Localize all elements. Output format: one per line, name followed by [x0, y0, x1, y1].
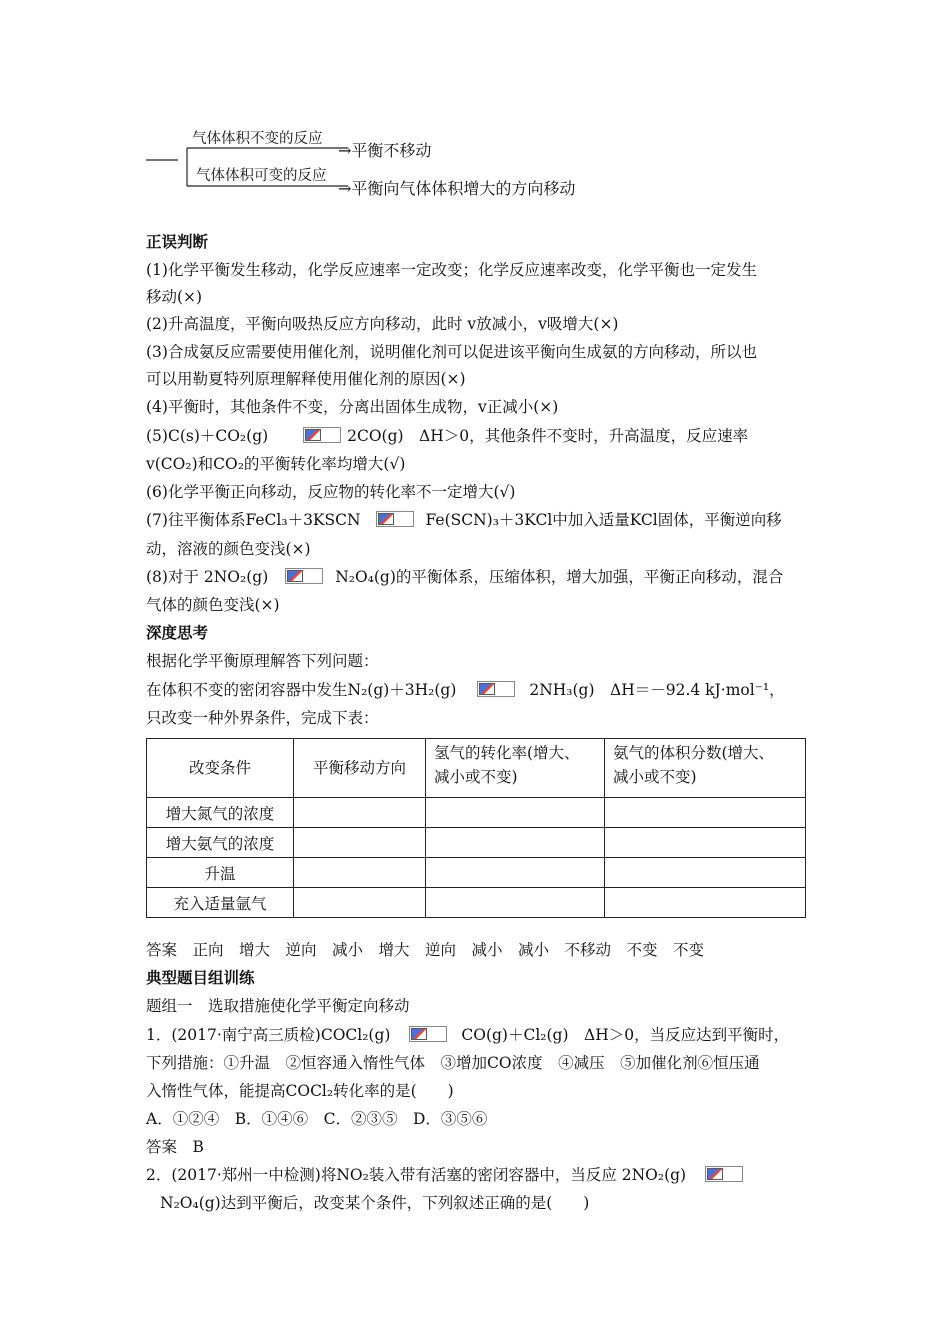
table-row-label: 充入适量氩气: [147, 888, 294, 918]
branch-bottom-result: →平衡向气体体积增大的方向移动: [338, 179, 576, 198]
deep-instruction: 只改变一种外界条件，完成下表：: [146, 709, 379, 727]
item-1-line-1: (1)化学平衡发生移动，化学反应速率一定改变；化学反应速率改变，化学平衡也一定发生: [146, 261, 757, 279]
section-heading-judgement: 正误判断: [146, 233, 209, 251]
table-cell: [294, 828, 426, 858]
table-row: [147, 828, 806, 858]
q1-line-2: 下列措施：①升温 ②恒容通入惰性气体 ③增加CO浓度 ④减压 ⑤加催化剂⑥恒压通: [146, 1054, 760, 1072]
table-cell: [605, 858, 806, 888]
q2-line-2: N₂O₄(g)达到平衡后，改变某个条件，下列叙述正确的是( ): [160, 1194, 590, 1212]
q1-part-a: 1．(2017·南宁高三质检)COCl₂(g): [146, 1026, 391, 1044]
table-cell: [605, 888, 806, 918]
item-8-part-a: (8)对于 2NO₂(g): [146, 568, 269, 586]
deep-answer: 答案 正向 增大 逆向 减小 增大 逆向 减小 减小 不移动 不变 不变: [146, 941, 705, 959]
deep-reaction-a: 在体积不变的密闭容器中发生N₂(g)＋3H₂(g): [146, 681, 457, 699]
item-5-part-b: 2CO(g) ΔH＞0，其他条件不变时，升高温度，反应速率: [347, 427, 749, 445]
table-header-h2-line2: 减小或不变): [434, 768, 518, 786]
table-row: [147, 888, 806, 918]
table-cell: [294, 888, 426, 918]
q1-answer: 答案 B: [146, 1138, 204, 1156]
table-row: [147, 858, 806, 888]
deep-intro: 根据化学平衡原理解答下列问题：: [146, 652, 379, 670]
item-3-line-1: (3)合成氨反应需要使用催化剂，说明催化剂可以促进该平衡向生成氨的方向移动，所以也: [146, 343, 757, 361]
item-6: (6)化学平衡正向移动，反应物的转化率不一定增大(√): [146, 483, 516, 501]
practice-group-title: 题组一 选取措施使化学平衡定向移动: [146, 997, 410, 1015]
table-header-nh3-line1: 氨气的体积分数(增大、: [613, 744, 775, 762]
table-header-h2-conversion: [426, 739, 605, 798]
equilibrium-arrow-icon: [376, 511, 414, 527]
equilibrium-arrow-icon: [303, 427, 341, 443]
q1-line-1: [146, 1024, 789, 1046]
item-7-part-b: Fe(SCN)₃＋3KCl中加入适量KCl固体，平衡逆向移: [425, 511, 782, 529]
item-7-line-2: 动，溶液的颜色变浅(×): [146, 540, 311, 558]
item-5-line-1: [146, 425, 748, 447]
table-header-h2-line1: 氢气的转化率(增大、: [434, 744, 580, 762]
branch-top-result: →平衡不移动: [338, 141, 432, 160]
item-8-line-2: 气体的颜色变浅(×): [146, 596, 280, 614]
table-cell: [605, 798, 806, 828]
table-row-label: 增大氮气的浓度: [147, 798, 294, 828]
equilibrium-arrow-icon: [285, 568, 323, 584]
item-5-part-a: (5)C(s)＋CO₂(g): [146, 427, 269, 445]
table-cell: [426, 828, 605, 858]
q1-part-b: CO(g)＋Cl₂(g) ΔH＞0，当反应达到平衡时，: [461, 1026, 790, 1044]
table-row-label: 增大氨气的浓度: [147, 828, 294, 858]
q1-options: A．①②④ B．①④⑥ C．②③⑤ D．③⑤⑥: [146, 1110, 488, 1128]
table-header-direction: 平衡移动方向: [294, 739, 426, 798]
item-1-line-2: 移动(×): [146, 288, 203, 306]
table-cell: [426, 858, 605, 888]
equilibrium-arrow-icon: [705, 1166, 743, 1182]
q1-line-3: 入惰性气体，能提高COCl₂转化率的是( ): [146, 1082, 454, 1100]
branch-top-label: 气体体积不变的反应: [192, 131, 323, 147]
equilibrium-arrow-icon: [409, 1026, 447, 1042]
table-cell: [426, 798, 605, 828]
equilibrium-arrow-icon: [477, 681, 515, 697]
section-heading-practice: 典型题目组训练: [146, 969, 255, 987]
table-header-row: [147, 739, 806, 798]
item-8-line-1: [146, 566, 783, 588]
conditions-table: [146, 738, 806, 918]
table-cell: [605, 828, 806, 858]
table-row-label: 升温: [147, 858, 294, 888]
item-7-part-a: (7)往平衡体系FeCl₃＋3KSCN: [146, 511, 361, 529]
item-5-line-2: v(CO₂)和CO₂的平衡转化率均增大(√): [146, 455, 406, 473]
item-4: (4)平衡时，其他条件不变，分离出固体生成物，v正减小(×): [146, 398, 559, 416]
branch-bottom-label: 气体体积可变的反应: [196, 168, 327, 184]
deep-reaction-b: 2NH₃(g) ΔH＝－92.4 kJ·mol⁻¹，: [529, 681, 785, 699]
table-header-condition: 改变条件: [147, 739, 294, 798]
item-3-line-2: 可以用勒夏特列原理解释使用催化剂的原因(×): [146, 370, 466, 388]
table-cell: [426, 888, 605, 918]
table-cell: [294, 858, 426, 888]
table-header-nh3-line2: 减小或不变): [613, 768, 697, 786]
item-8-part-b: N₂O₄(g)的平衡体系，压缩体积，增大加强，平衡正向移动，混合: [335, 568, 784, 586]
section-heading-deep-thinking: 深度思考: [146, 624, 209, 642]
table-cell: [294, 798, 426, 828]
q2-line-1: [146, 1164, 749, 1186]
item-2: (2)升高温度，平衡向吸热反应方向移动，此时 v放减小，v吸增大(×): [146, 315, 619, 333]
table-row: [147, 798, 806, 828]
item-7-line-1: [146, 509, 782, 531]
deep-reaction-line: [146, 679, 785, 701]
table-header-nh3-fraction: [605, 739, 806, 798]
q2-part-a: 2．(2017·郑州一中检测)将NO₂装入带有活塞的密闭容器中，当反应 2NO₂(g): [146, 1166, 687, 1184]
